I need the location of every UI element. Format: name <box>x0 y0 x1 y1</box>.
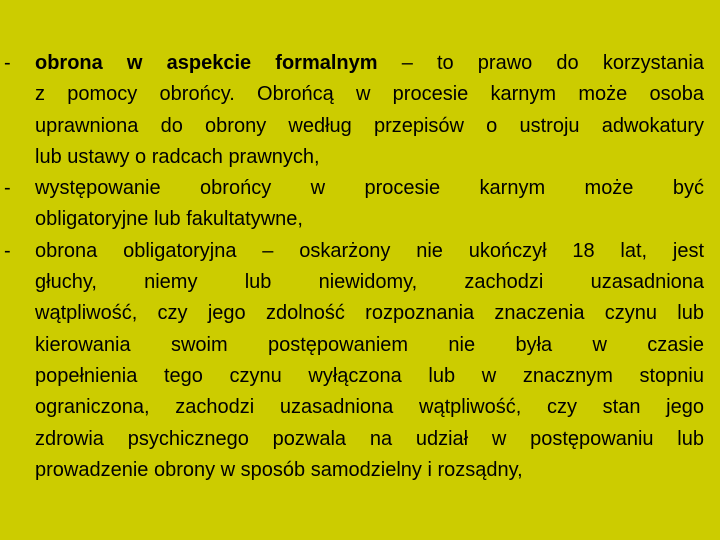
bold-term: obrona w aspekcie formalnym <box>35 52 378 74</box>
text-line: występowanie obrońcy w procesie karnym może być <box>35 177 704 200</box>
text-line: obrona obligatoryjna – oskarżony nie ukończył 18 lat, jest <box>35 239 704 262</box>
text-span: – to prawo do korzystania <box>377 52 704 74</box>
bullet-item-defender-presence <box>0 173 712 236</box>
text-line <box>35 48 704 79</box>
text-line: zdrowia psychicznego pozwala na udział w postępowaniu lub <box>35 427 704 450</box>
bullet-list <box>0 48 712 486</box>
bullet-dash: - <box>4 177 11 200</box>
bullet-dash: - <box>4 52 11 74</box>
bullet-item-mandatory-defense <box>0 236 712 486</box>
text-line: popełnienia tego czynu wyłączona lub w znacznym stopniu <box>35 364 704 387</box>
text-line: wątpliwość, czy jego zdolność rozpoznania znaczenia czynu lub <box>35 302 704 325</box>
text-line: głuchy, niemy lub niewidomy, zachodzi uzasadniona <box>35 271 704 294</box>
text-line: obligatoryjne lub fakultatywne, <box>35 208 303 231</box>
text-line: z pomocy obrońcy. Obrońcą w procesie karnym może osoba <box>35 83 704 106</box>
bullet-item-formal-defense <box>0 48 712 173</box>
text-line: lub ustawy o radcach prawnych, <box>35 145 320 168</box>
text-line: uprawniona do obrony według przepisów o ustroju adwokatury <box>35 114 704 137</box>
text-line: kierowania swoim postępowaniem nie była w czasie <box>35 333 704 356</box>
text-line: prowadzenie obrony w sposób samodzielny i rozsądny, <box>35 458 523 481</box>
bullet-dash: - <box>4 239 11 262</box>
text-line: ograniczona, zachodzi uzasadniona wątpliwość, czy stan jego <box>35 396 704 419</box>
